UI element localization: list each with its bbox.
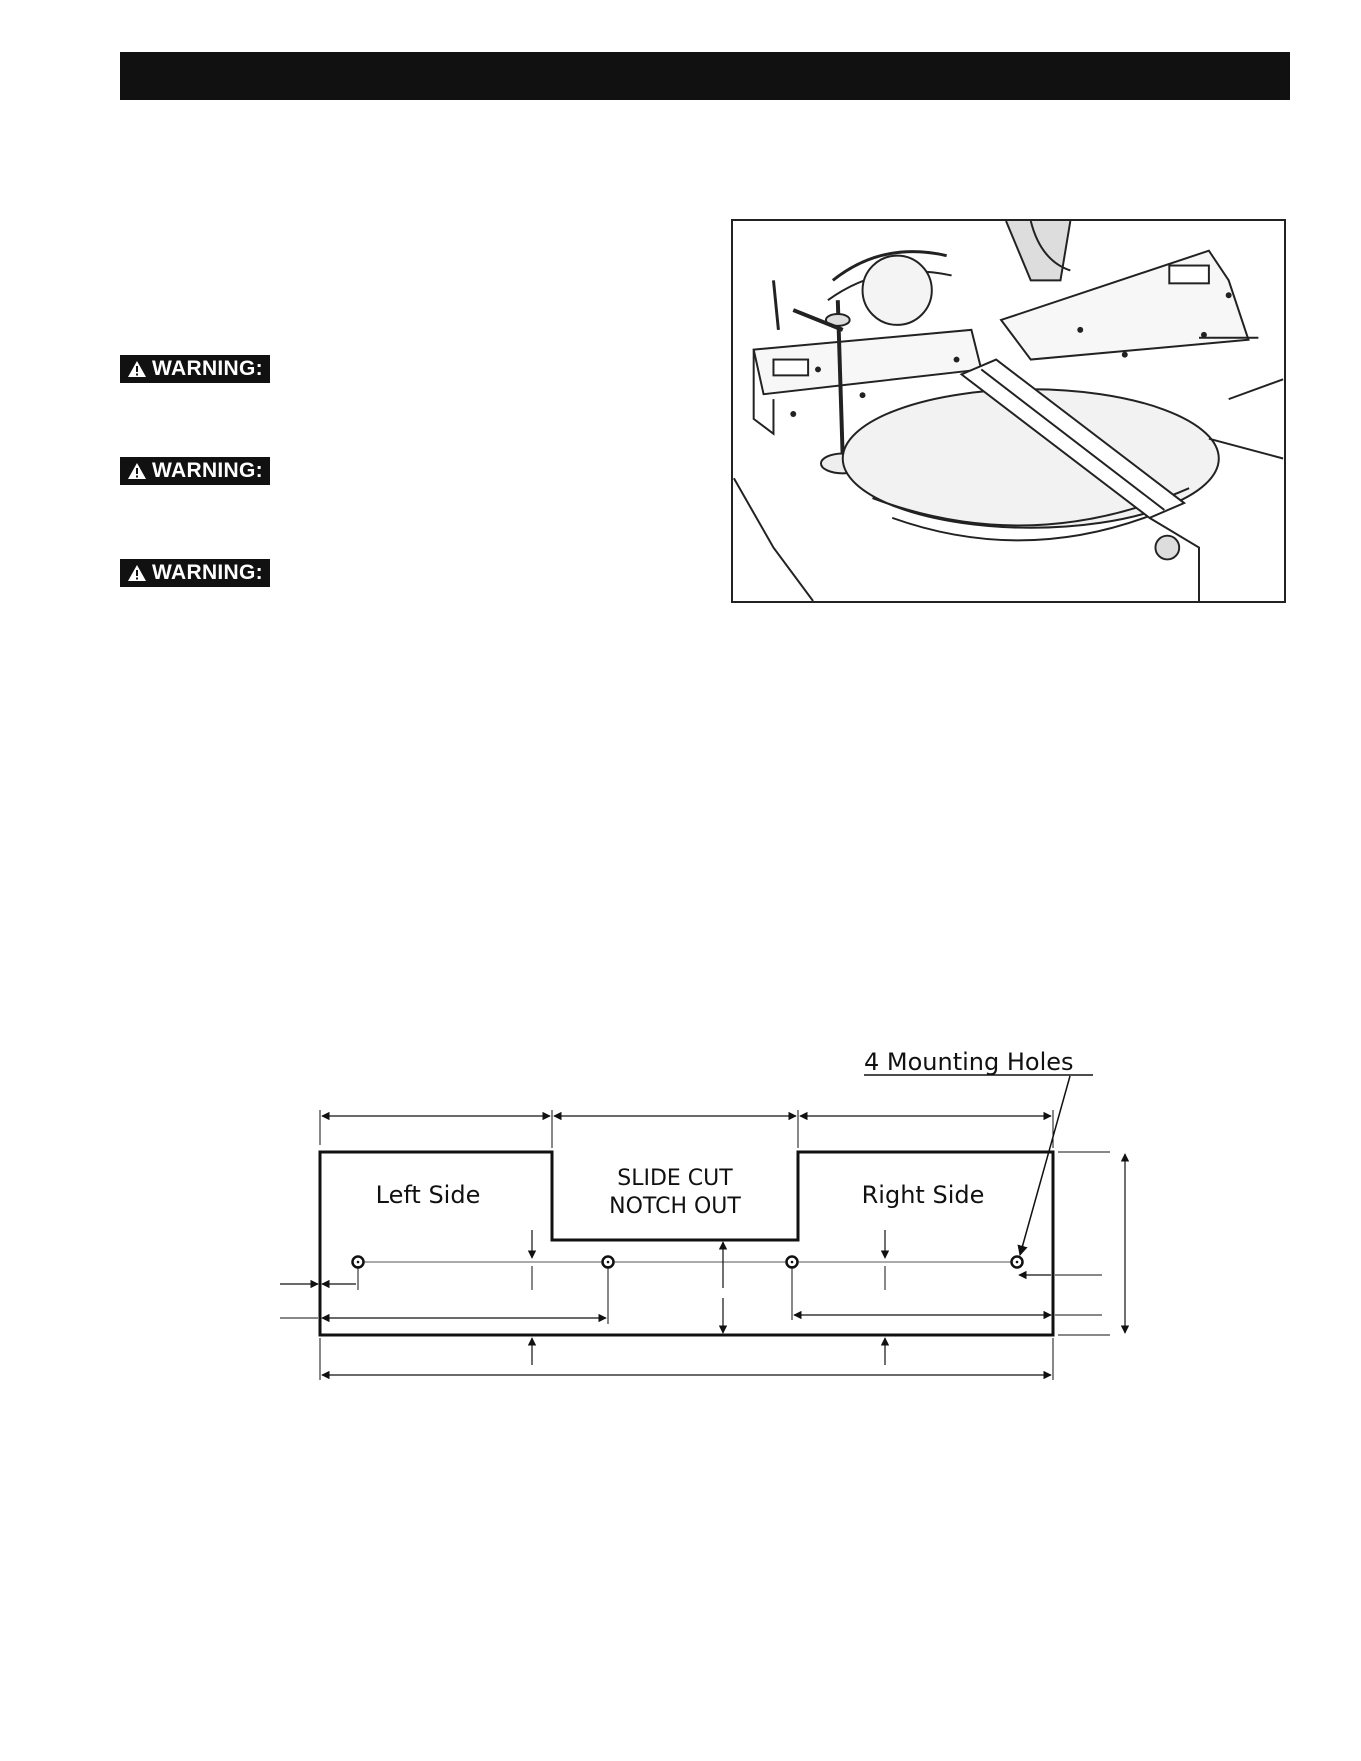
warning-triangle-icon [127, 360, 147, 378]
mounting-hole [787, 1257, 798, 1268]
notch-out-label: NOTCH OUT [609, 1194, 741, 1219]
left-side-label: Left Side [375, 1181, 481, 1209]
mounting-template-svg [260, 1040, 1160, 1400]
mounting-hole [603, 1257, 614, 1268]
slide-cut-label: SLIDE CUT [617, 1166, 733, 1191]
warning-badge [120, 355, 270, 383]
warning-label: WARNING: [152, 459, 263, 482]
miter-saw-drawing [733, 221, 1284, 601]
mounting-holes-callout: 4 Mounting Holes [864, 1048, 1074, 1076]
warning-badge [120, 559, 270, 587]
mounting-hole [1012, 1257, 1023, 1268]
right-side-label: Right Side [861, 1181, 985, 1209]
section-header-bar [120, 52, 1290, 100]
warning-triangle-icon [127, 462, 147, 480]
mounting-hole [353, 1257, 364, 1268]
warning-badge [120, 457, 270, 485]
warning-triangle-icon [127, 564, 147, 582]
warning-label: WARNING: [152, 561, 263, 584]
miter-saw-illustration [731, 219, 1286, 603]
warning-label: WARNING: [152, 357, 263, 380]
mounting-template-diagram [260, 1040, 1160, 1400]
